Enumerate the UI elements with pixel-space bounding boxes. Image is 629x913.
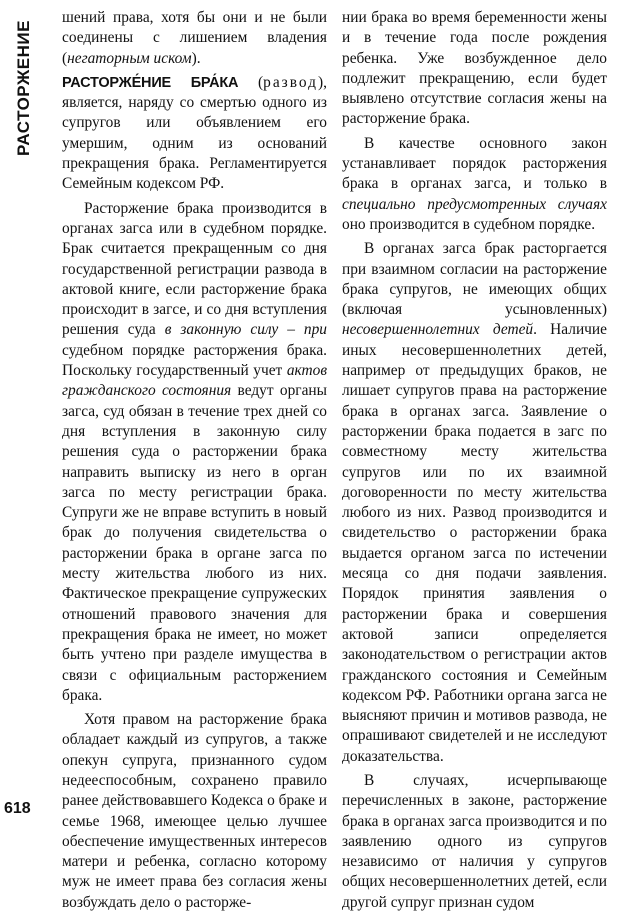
paragraph: В случаях, исчерпывающе перечисленных в законе, расторжение брака в органах загса производится и по заявлению одного из супругов независимо от наличия у супругов общих несовершеннолетних детей, если другой супруг признан судом bbox=[342, 771, 607, 911]
italic-term: при bbox=[303, 321, 327, 339]
right-column bbox=[342, 8, 607, 911]
italic-term: несовершеннолетних детей bbox=[342, 321, 534, 339]
italic-term: в законную силу bbox=[164, 321, 279, 339]
entry-definition: РАСТОРЖЕ́НИЕ БРА́КА (развод), является, наряду со смертью одного из супругов или объявлением его умершим, одним из оснований прекращения брака. Регламентируется Семейным кодексом РФ. bbox=[62, 73, 327, 193]
paragraph-continuation: нии брака во время беременности жены и в течение года после рождения ребенка. Уже возбужденное дело подлежит прекращению, если будет выявлено отсутствие согласия жены на расторжение брака. bbox=[342, 9, 607, 128]
entry-headword: РАСТОРЖЕ́НИЕ БРА́КА bbox=[62, 74, 239, 91]
paragraph: В качестве основного закон устанавливает порядок расторжения брака в органах загса, и только в специально предусмотренных случаях оно производится в судебном порядке. bbox=[342, 134, 607, 233]
page-number: 618 bbox=[4, 800, 31, 817]
italic-term: негаторным иском bbox=[67, 49, 192, 67]
section-heading-text: РАСТОРЖЕНИЕ bbox=[14, 20, 34, 156]
paragraph: В органах загса брак расторгается при взаимном согласии на расторжение брака супругов, не имеющих общих (включая усыновленных) несовершеннолетних детей. Наличие иных несовершеннолетних детей, например от предыдущих браков, не лишает супругов права на расторжение брака в органах загса. Заявление о расторжении брака подается в загс по совместному месту жительства супругов или по их взаимной договоренности по месту жительства любого из них. Развод производится и свидетельство о расторжении брака выдается органом загса по истечении месяца со дня подачи заявления. Порядок принятия заявления о расторжении брака и совершения актовой записи определяется законодательством о регистрации актов гражданского состояния и Семейным кодексом РФ. Работники органа загса не выясняют причин и мотивов развода, не опрашивают свидетелей и не исследуют доказательства. bbox=[342, 240, 607, 765]
italic-term: актов гражданского состояния bbox=[62, 362, 327, 400]
italic-term: специально предусмотренных случаях bbox=[342, 195, 607, 213]
paragraph: Расторжение брака производится в органах загса или в судебном порядке. Брак считается прекращенным со дня государственной регистрации развода в актовой книге, если расторжение брака происходит в загсе, и со дня вступления решения суда в законную силу – при судебном порядке расторжения брака. Поскольку государственный учет актов гражданского состояния ведут органы загса, суд обязан в течение трех дней со дня вступления в законную силу решения суда о расторжении брака направить выписку из него в орган загса по месту регистрации брака. Супруги же не вправе вступить в новый брак до получения свидетельства о расторжении брака в органе загса по месту жительства любого из них. Фактическое прекращение супружеских отношений правового значения для прекращения брака не имеет, но может быть учтено при разделе имущества в связи с официальным расторжением брака. bbox=[62, 199, 327, 704]
synonym-spaced: развод bbox=[263, 73, 318, 91]
section-heading bbox=[2, 8, 46, 168]
paragraph-continuation: шений права, хотя бы они и не были соединены с лишением владения (негаторным иском). bbox=[62, 9, 327, 67]
left-column bbox=[62, 8, 328, 911]
paragraph: Хотя правом на расторжение брака обладает каждый из супругов, а также опекун супруга, признанного судом недееспособным, сохранено правило ранее действовавшего Кодекса о браке и семье 1968, имеющее целью лучшее обеспечение имущественных интересов матери и ребенка, согласно которому муж не имеет права без согласия жены возбуждать дело о расторже- bbox=[62, 711, 328, 911]
